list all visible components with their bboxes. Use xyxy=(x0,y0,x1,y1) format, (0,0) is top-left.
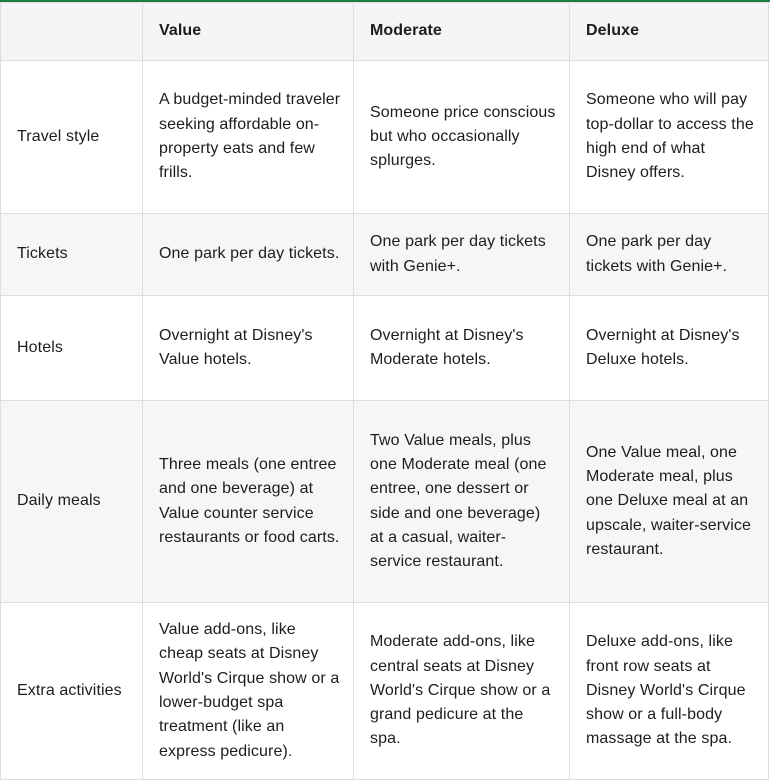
header-deluxe: Deluxe xyxy=(570,3,769,61)
row-label: Tickets xyxy=(1,214,143,296)
cell-deluxe: Someone who will pay top-dollar to access the high end of what Disney offers. xyxy=(570,61,769,214)
cell-value: Overnight at Disney's Value hotels. xyxy=(143,296,354,401)
table-header-row xyxy=(1,3,769,61)
cell-moderate: Two Value meals, plus one Moderate meal (one entree, one dessert or side and one beverage) at a casual, waiter-service restaurant. xyxy=(354,401,570,603)
table-row-extra-activities xyxy=(1,603,769,780)
table-row-hotels xyxy=(1,296,769,401)
table-row-daily-meals xyxy=(1,401,769,603)
cell-deluxe: One park per day tickets with Genie+. xyxy=(570,214,769,296)
row-label: Extra activities xyxy=(1,603,143,780)
budget-comparison-table xyxy=(0,2,769,780)
header-value: Value xyxy=(143,3,354,61)
cell-moderate: One park per day tickets with Genie+. xyxy=(354,214,570,296)
header-moderate: Moderate xyxy=(354,3,570,61)
cell-moderate: Overnight at Disney's Moderate hotels. xyxy=(354,296,570,401)
table-row-travel-style xyxy=(1,61,769,214)
cell-value: Three meals (one entree and one beverage) at Value counter service restaurants or food carts. xyxy=(143,401,354,603)
cell-deluxe: Overnight at Disney's Deluxe hotels. xyxy=(570,296,769,401)
row-label: Travel style xyxy=(1,61,143,214)
row-label: Hotels xyxy=(1,296,143,401)
cell-value: A budget-minded traveler seeking affordable on-property eats and few frills. xyxy=(143,61,354,214)
cell-value: Value add-ons, like cheap seats at Disney World's Cirque show or a lower-budget spa treatment (like an express pedicure). xyxy=(143,603,354,780)
cell-deluxe: Deluxe add-ons, like front row seats at Disney World's Cirque show or a full-body massage at the spa. xyxy=(570,603,769,780)
cell-moderate: Moderate add-ons, like central seats at Disney World's Cirque show or a grand pedicure at the spa. xyxy=(354,603,570,780)
cell-value: One park per day tickets. xyxy=(143,214,354,296)
header-empty-cell xyxy=(1,3,143,61)
table-row-tickets xyxy=(1,214,769,296)
row-label: Daily meals xyxy=(1,401,143,603)
cell-moderate: Someone price conscious but who occasionally splurges. xyxy=(354,61,570,214)
cell-deluxe: One Value meal, one Moderate meal, plus one Deluxe meal at an upscale, waiter-service restaurant. xyxy=(570,401,769,603)
